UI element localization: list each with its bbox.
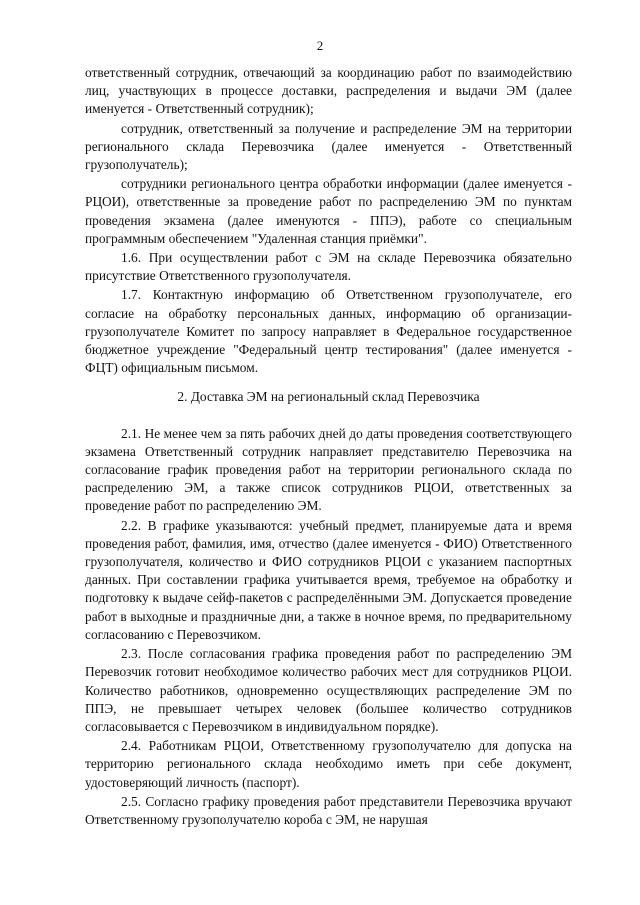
section-heading: 2. Доставка ЭМ на региональный склад Перевозчика <box>177 389 480 405</box>
paragraph-2-4: 2.4. Работникам РЦОИ, Ответственному грузополучателю для допуска на территорию регионального склада необходимо иметь при себе документ, удостоверяющий личность (паспорт). <box>85 738 572 790</box>
paragraph-1-7: 1.7. Контактную информацию об Ответственном грузополучателе, его согласие на обработку персональных данных, информацию об организации-грузополучателе Комитет по запросу направляет в Федеральное государственное бюджетное учреждение "Федеральный центр тестирования" (далее именуется - ФЦТ) официальным письмом. <box>85 287 572 376</box>
paragraph-2-5: 2.5. Согласно графику проведения работ представители Перевозчика вручают Ответственному грузополучателю короба с ЭМ, не нарушая <box>85 793 572 827</box>
paragraph-1-6: 1.6. При осуществлении работ с ЭМ на складе Перевозчика обязательно присутствие Ответственного грузополучателя. <box>85 250 572 284</box>
document-body <box>85 64 572 830</box>
paragraph-2-3: 2.3. После согласования графика проведения работ по распределению ЭМ Перевозчик готовит необходимое количество рабочих мест для сотрудников РЦОИ. Количество работников, одновременно осуществляющих распределение ЭМ по ППЭ, не превышает четырех человек (большее количество сотрудников согласовывается с Перевозчиком в индивидуальном порядке). <box>85 646 572 734</box>
paragraph-rcoi-staff: сотрудники регионального центра обработки информации (далее именуется - РЦОИ), ответственные за проведение работ по распределению ЭМ по пунктам проведения экзамена (далее именуются - ППЭ), работе со специальным программным обеспечением "Удаленная станция приёмки". <box>85 176 572 246</box>
paragraph-2-1: 2.1. Не менее чем за пять рабочих дней до даты проведения соответствующего экзамена Ответственный сотрудник направляет представителю Перевозчика на согласование график проведения работ на территории регионального склада по распределению ЭМ, а также список сотрудников РЦОИ, ответственных за проведение работ по распределению ЭМ. <box>85 425 572 514</box>
paragraph-2-2: 2.2. В графике указываются: учебный предмет, планируемые дата и время проведения работ, фамилия, имя, отчество (далее именуется - ФИО) Ответственного грузополучателя, количество и ФИО сотрудников РЦОИ с указанием паспортных данных. При составлении графика учитывается время, требуемое на обработку и подготовку к выдаче сейф-пакетов с распределёнными ЭМ. Допускается проведение работ в выходные и праздничные дни, а также в ночное время, по предварительному согласованию с Перевозчиком. <box>85 517 572 642</box>
paragraph-responsible-employee: ответственный сотрудник, отвечающий за координацию работ по взаимодействию лиц, участвующих в процессе доставки, распределения и выдачи ЭМ (далее именуется - Ответственный сотрудник); <box>85 65 572 117</box>
paragraph-responsible-consignee: сотрудник, ответственный за получение и распределение ЭМ на территории регионального склада Перевозчика (далее именуется - Ответственный грузополучатель); <box>85 120 572 173</box>
page-number: 2 <box>316 38 324 53</box>
